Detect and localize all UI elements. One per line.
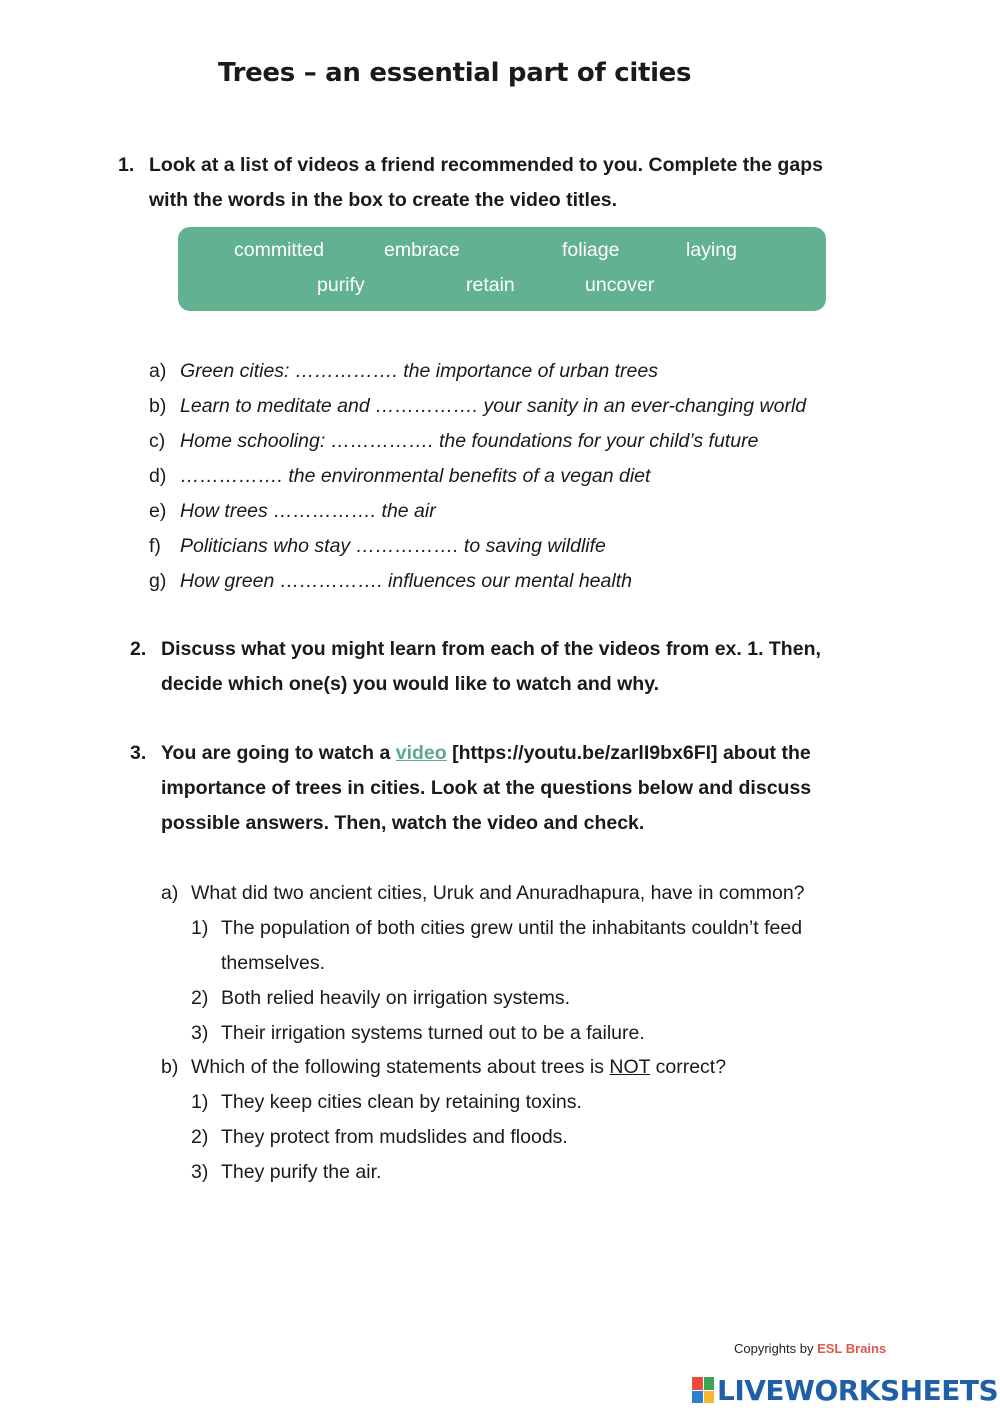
answer-option-text: They keep cities clean by retaining toxins. <box>221 1091 582 1113</box>
word-box-item: embrace <box>384 239 460 261</box>
copyright-text: Copyrights by <box>734 1341 818 1356</box>
answer-option-text: Both relied heavily on irrigation systems. <box>221 987 570 1009</box>
liveworksheets-wordmark: LIVEWORKSHEETS <box>717 1373 999 1407</box>
question-3-number: 3. <box>130 742 147 764</box>
logo-square-icon <box>704 1377 715 1390</box>
question-3-text-post: [https://youtu.be/zarlI9bx6FI] about the importance of trees in cities. Look at the questions below and discuss possible answers. Then, watch the video and check. <box>161 742 812 834</box>
answer-option-number: 3) <box>191 1022 209 1044</box>
list-item-label: c) <box>149 430 166 452</box>
list-item-label: f) <box>149 535 161 557</box>
liveworksheets-icon <box>692 1377 714 1403</box>
answer-option-number: 1) <box>191 1091 209 1113</box>
sub-question-text <box>191 1050 726 1085</box>
answer-option-continuation: themselves. <box>221 952 326 974</box>
list-item-text: How trees ……………. the air <box>180 500 436 522</box>
word-box-item: uncover <box>585 274 655 296</box>
answer-option-number: 1) <box>191 917 209 939</box>
list-item-label: g) <box>149 570 167 592</box>
question-3-text <box>161 736 861 841</box>
word-box-item: purify <box>317 274 365 296</box>
logo-square-icon <box>692 1391 703 1404</box>
list-item-label: d) <box>149 465 167 487</box>
question-3-text-pre: You are going to watch a <box>161 742 396 764</box>
word-box-item: committed <box>234 239 324 261</box>
liveworksheets-logo[interactable] <box>692 1373 998 1407</box>
logo-square-icon <box>692 1377 703 1390</box>
copyright <box>734 1341 886 1356</box>
emphasis-not: NOT <box>609 1056 651 1078</box>
video-link[interactable]: video <box>395 742 447 764</box>
word-box-item: foliage <box>562 239 620 261</box>
esl-brains-brand: ESL Brains <box>817 1341 887 1356</box>
word-box <box>178 227 826 311</box>
list-item-text: Learn to meditate and ……………. your sanity in an ever-changing world <box>180 395 807 417</box>
question-2-text: Discuss what you might learn from each of the videos from ex. 1. Then, decide which one(s) you would like to watch and why. <box>161 638 821 695</box>
sub-question-label: b) <box>161 1056 179 1078</box>
list-item-label: a) <box>149 360 167 382</box>
sub-question-label: a) <box>161 882 179 904</box>
sub-question-text-pre: Which of the following statements about trees is <box>191 1056 610 1078</box>
logo-square-icon <box>704 1391 715 1404</box>
answer-option-text: They protect from mudslides and floods. <box>221 1126 568 1148</box>
answer-option-text: Their irrigation systems turned out to be a failure. <box>221 1022 645 1044</box>
question-2-number: 2. <box>130 638 147 660</box>
list-item-text: How green ……………. influences our mental health <box>180 570 632 592</box>
sub-question-text-post: correct? <box>650 1056 727 1078</box>
answer-option-text: The population of both cities grew until the inhabitants couldn’t feed <box>221 917 803 939</box>
word-box-item: laying <box>686 239 737 261</box>
sub-question-text: What did two ancient cities, Uruk and Anuradhapura, have in common? <box>191 882 805 904</box>
list-item-text: Home schooling: ……………. the foundations for your child’s future <box>180 430 759 452</box>
answer-option-text: They purify the air. <box>221 1161 382 1183</box>
question-1-text: Look at a list of videos a friend recommended to you. Complete the gaps with the words in the box to create the video titles. <box>149 154 823 211</box>
list-item-label: b) <box>149 395 167 417</box>
question-1-number: 1. <box>118 154 135 176</box>
answer-option-number: 2) <box>191 1126 209 1148</box>
list-item-text: Green cities: ……………. the importance of urban trees <box>180 360 658 382</box>
list-item-text: Politicians who stay ……………. to saving wildlife <box>180 535 606 557</box>
answer-option-number: 3) <box>191 1161 209 1183</box>
page-title: Trees – an essential part of cities <box>218 58 692 88</box>
list-item-label: e) <box>149 500 167 522</box>
answer-option-number: 2) <box>191 987 209 1009</box>
word-box-item: retain <box>466 274 515 296</box>
list-item-text: ……………. the environmental benefits of a vegan diet <box>180 465 651 487</box>
